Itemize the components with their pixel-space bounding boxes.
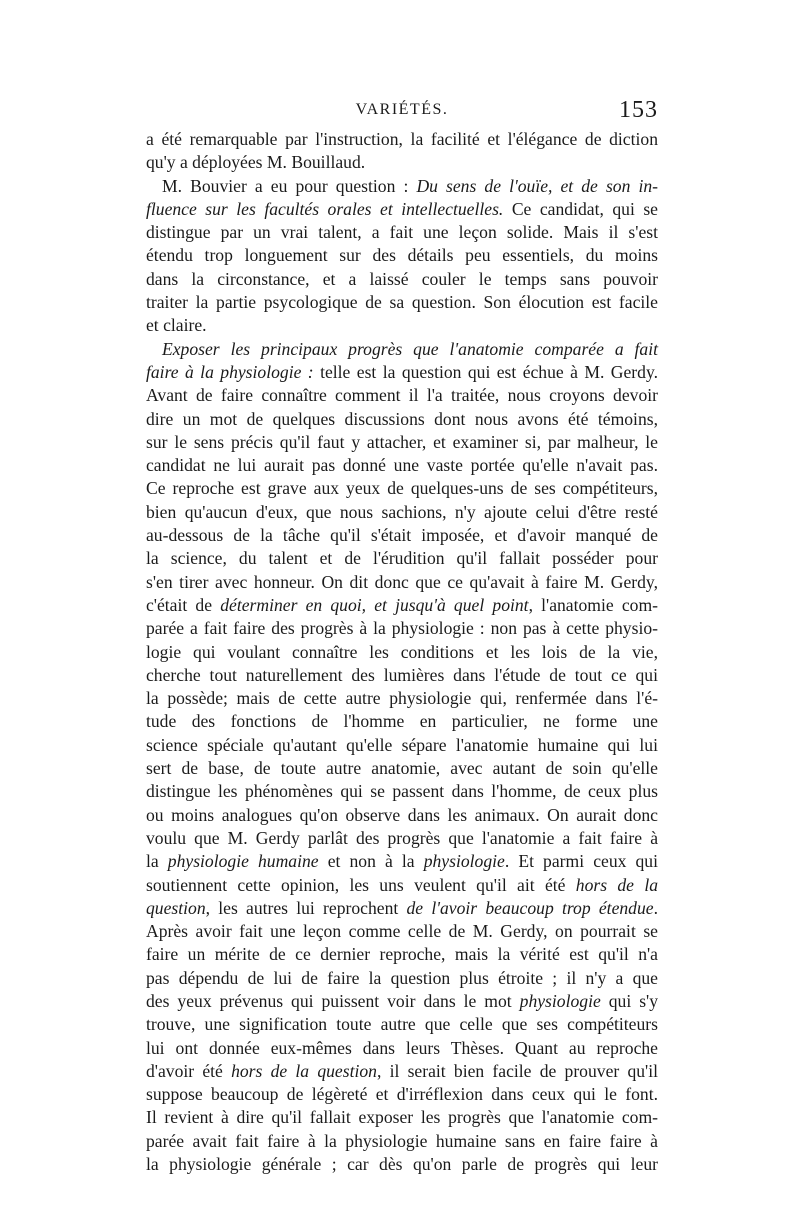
text-line bbox=[146, 617, 658, 640]
text-segment: au-dessous de la tâche qu'il s'était imposée, et d'avoir manqué de bbox=[146, 525, 658, 546]
italic-text: question bbox=[146, 897, 206, 918]
text-line bbox=[146, 967, 658, 990]
text-segment: qu'y a déployées M. Bouillaud. bbox=[146, 152, 366, 173]
text-segment: dire un mot de quelques discussions dont nous avons été témoins, bbox=[146, 408, 658, 429]
text-line bbox=[146, 571, 658, 594]
text-segment: , il serait bien facile de prouver qu'il bbox=[376, 1060, 658, 1081]
text-segment: la possède; mais de cette autre physiologie qui, renfermée dans l'é- bbox=[146, 688, 658, 709]
text-line bbox=[146, 128, 658, 151]
text-segment: et claire. bbox=[146, 315, 207, 336]
text-segment: Ce reproche est grave aux yeux de quelques-uns de ses compétiteurs, bbox=[146, 478, 658, 499]
text-line bbox=[146, 1013, 658, 1036]
text-line bbox=[146, 710, 658, 733]
text-line bbox=[146, 943, 658, 966]
text-segment: soutiennent cette opinion, les uns veulent qu'il ait été bbox=[146, 874, 576, 895]
text-segment: parée avait fait faire à la physiologie humaine sans en faire faire à bbox=[146, 1130, 658, 1151]
body-text bbox=[146, 128, 658, 1176]
text-line bbox=[146, 151, 658, 174]
text-segment: distingue par un vrai talent, a fait une leçon solide. Mais il s'est bbox=[146, 222, 658, 243]
text-line bbox=[146, 547, 658, 570]
text-segment: . Et parmi ceux qui bbox=[504, 851, 658, 872]
italic-text: physiologie bbox=[423, 851, 505, 872]
text-line bbox=[146, 1106, 658, 1129]
text-line bbox=[146, 175, 658, 198]
text-segment: d'avoir été bbox=[146, 1060, 232, 1081]
text-segment: a été remarquable par l'instruction, la facilité et l'élégance de diction bbox=[146, 129, 658, 149]
text-line bbox=[146, 1083, 658, 1106]
text-line bbox=[146, 990, 658, 1013]
text-line bbox=[146, 804, 658, 827]
text-segment: science spéciale qu'autant qu'elle sépare l'anatomie humaine qui lui bbox=[146, 734, 658, 755]
italic-text: Du sens de l'ouïe, et de son in- bbox=[416, 175, 659, 196]
text-line bbox=[146, 920, 658, 943]
text-segment: étendu trop longuement sur des détails peu essentiels, du moins bbox=[146, 245, 658, 266]
text-segment: sert de base, de toute autre anatomie, avec autant de soin qu'elle bbox=[146, 758, 658, 779]
text-segment: faire un mérite de ce dernier reproche, mais la vérité est qu'il n'a bbox=[146, 944, 658, 965]
text-segment: des yeux prévenus qui puissent voir dans le mot bbox=[146, 990, 520, 1011]
text-segment: distingue les phénomènes qui se passent dans l'homme, de ceux plus bbox=[146, 781, 658, 802]
text-line bbox=[146, 897, 658, 920]
text-line bbox=[146, 827, 658, 850]
text-line bbox=[146, 477, 658, 500]
page-header bbox=[146, 97, 658, 127]
text-segment: la bbox=[146, 851, 168, 872]
italic-text: physiologie bbox=[519, 990, 601, 1011]
italic-text: hors de la bbox=[575, 874, 659, 895]
text-line bbox=[146, 1037, 658, 1060]
text-segment: pas dépendu de lui de faire la question plus étroite ; il n'y a que bbox=[146, 967, 658, 988]
text-segment: voulu que M. Gerdy parlât des progrès que l'anatomie a fait faire à bbox=[146, 827, 658, 848]
text-line bbox=[146, 874, 658, 897]
text-line bbox=[146, 1153, 658, 1176]
italic-text: faire à la physiologie : bbox=[146, 361, 314, 382]
text-line bbox=[146, 384, 658, 407]
text-line bbox=[146, 1060, 658, 1083]
text-line bbox=[146, 198, 658, 221]
text-segment: candidat ne lui aurait pas donné une vaste portée qu'elle n'avait pas. bbox=[146, 455, 658, 476]
italic-text: déterminer en quoi, et jusqu'à quel point bbox=[220, 594, 529, 615]
text-line bbox=[146, 338, 658, 361]
text-segment: parée a fait faire des progrès à la physiologie : non pas à cette physio- bbox=[146, 618, 658, 639]
running-head: VARIÉTÉS. bbox=[355, 101, 449, 118]
text-segment: Après avoir fait une leçon comme celle de M. Gerdy, on pourrait se bbox=[146, 921, 658, 942]
text-segment: . bbox=[653, 897, 658, 918]
text-segment: la physiologie générale ; car dès qu'on parle de progrès qui leur bbox=[146, 1154, 658, 1175]
text-segment: Ce candidat, qui se bbox=[503, 198, 658, 219]
text-line bbox=[146, 314, 658, 337]
text-segment: et non à la bbox=[318, 851, 424, 872]
text-segment: sur le sens précis qu'il faut y attacher, et examiner si, par malheur, le bbox=[146, 431, 658, 452]
text-segment: c'était de bbox=[146, 594, 221, 615]
text-segment: , l'anatomie com- bbox=[528, 594, 658, 615]
text-line bbox=[146, 734, 658, 757]
text-segment: s'en tirer avec honneur. On dit donc que ce qu'avait à faire M. Gerdy, bbox=[146, 571, 658, 592]
text-segment: suppose beaucoup de légèreté et d'irréflexion dans ceux qui le font. bbox=[146, 1084, 658, 1105]
page-number: 153 bbox=[619, 97, 658, 123]
text-segment: Avant de faire connaître comment il l'a traitée, nous croyons devoir bbox=[146, 385, 658, 406]
text-line bbox=[146, 850, 658, 873]
text-line bbox=[146, 244, 658, 267]
text-line bbox=[146, 594, 658, 617]
italic-text: hors de la question bbox=[231, 1060, 377, 1081]
text-segment: , les autres lui reprochent bbox=[205, 897, 407, 918]
text-line bbox=[146, 664, 658, 687]
text-line bbox=[146, 687, 658, 710]
text-line bbox=[146, 431, 658, 454]
text-line bbox=[146, 268, 658, 291]
text-line bbox=[146, 221, 658, 244]
text-segment: qui s'y bbox=[600, 990, 659, 1011]
text-segment: ou moins analogues qu'on observe dans les animaux. On aurait donc bbox=[146, 804, 658, 825]
text-line bbox=[146, 408, 658, 431]
text-line bbox=[146, 1130, 658, 1153]
italic-text: physiologie humaine bbox=[167, 851, 319, 872]
text-line bbox=[146, 524, 658, 547]
text-segment: telle est la question qui est échue à M. Gerdy. bbox=[313, 361, 659, 382]
italic-text: fluence sur les facultés orales et intellectuelles. bbox=[146, 198, 504, 219]
text-segment: cherche tout naturellement des lumières dans l'étude de tout ce qui bbox=[146, 664, 658, 685]
text-line bbox=[146, 757, 658, 780]
text-segment: logie qui voulant connaître les conditions et les lois de la vie, bbox=[146, 641, 658, 662]
text-segment: M. Bouvier a eu pour question : bbox=[162, 175, 417, 196]
italic-text: Exposer les principaux progrès que l'anatomie comparée a fait bbox=[162, 338, 658, 359]
text-line bbox=[146, 501, 658, 524]
italic-text: de l'avoir beaucoup trop étendue bbox=[406, 897, 654, 918]
text-segment: Il revient à dire qu'il fallait exposer les progrès que l'anatomie com- bbox=[146, 1107, 658, 1128]
text-line bbox=[146, 361, 658, 384]
text-segment: traiter la partie psycologique de sa question. Son élocution est facile bbox=[146, 292, 658, 313]
text-segment: tude des fonctions de l'homme en particulier, ne forme une bbox=[146, 711, 658, 732]
text-line bbox=[146, 780, 658, 803]
text-segment: lui ont donnée eux-mêmes dans leurs Thèses. Quant au reproche bbox=[146, 1037, 658, 1058]
text-segment: bien qu'aucun d'eux, que nous sachions, n'y ajoute celui d'être resté bbox=[146, 501, 658, 522]
text-line bbox=[146, 291, 658, 314]
text-segment: la science, du talent et de l'érudition qu'il fallait posséder pour bbox=[146, 548, 658, 569]
text-line bbox=[146, 641, 658, 664]
text-line bbox=[146, 454, 658, 477]
text-segment: trouve, une signification toute autre que celle que ses compétiteurs bbox=[146, 1014, 658, 1035]
text-segment: dans la circonstance, et a laissé couler le temps sans pouvoir bbox=[146, 268, 658, 289]
